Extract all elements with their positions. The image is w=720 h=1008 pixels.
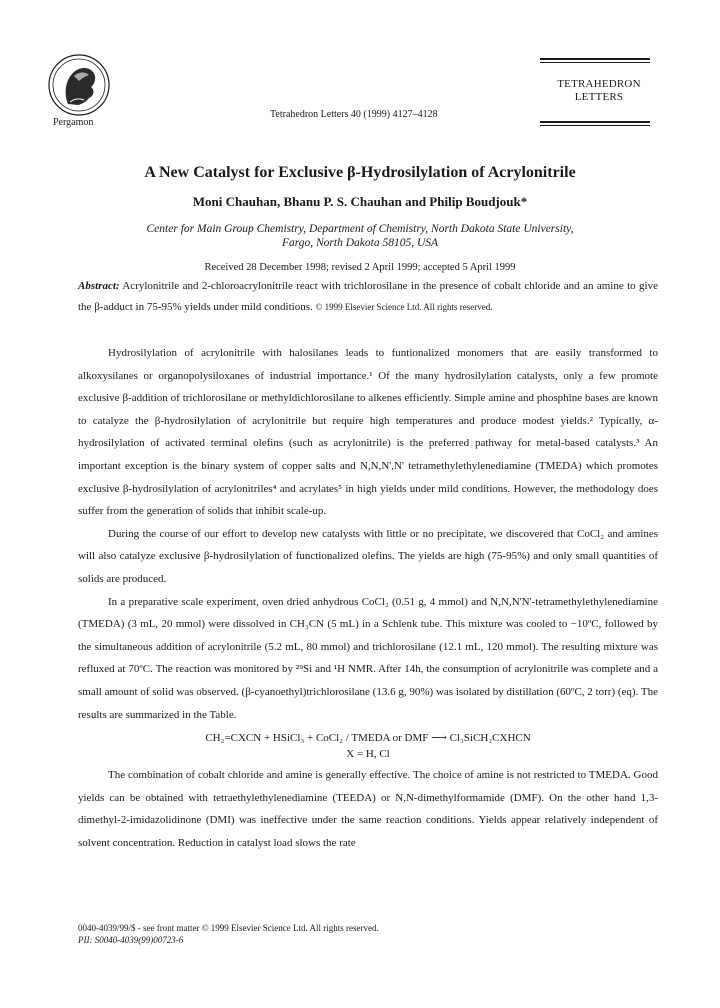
body-paragraph-3: In a preparative scale experiment, oven dried anhydrous CoCl₂ (0.51 g, 4 mmol) and N,N,N'N'-tetramethylethylenediamine (TMEDA) (3 mL, 20 mmol) were dissolved in CH₃CN (5 mL) in a Schlenk tube. This mixture was cooled to −10ºC, followed by the simultaneous addition of acrylonitrile (5.2 mL, 80 mmol) and trichlorosilane (12.1 mL, 120 mmol). The resulting mixture was refluxed at 70ºC. The reaction was monitored by ²⁹Si and ¹H NMR. After 14h, the consumption of acrylonitrile was complete and a small amount of solid was observed. (β-cyanoethyl)trichlorosilane (13.6 g, 90%) was isolated by distillation (60ºC, 2 torr) (eq). The results are summarized in the Table. bbox=[78, 595, 658, 721]
masthead bbox=[0, 0, 720, 140]
affiliation-line1: Center for Main Group Chemistry, Department of Chemistry, North Dakota State University, bbox=[146, 223, 574, 235]
body-paragraph-2: During the course of our effort to develop new catalysts with little or no precipitate, we discovered that CoCl₂ and amines will also catalyze exclusive β-hydrosilylation of functionalized olefins. The yields are high (75-95%) and only small quantities of solids are produced. bbox=[78, 527, 658, 585]
body-paragraph-4: The combination of cobalt chloride and amine is generally effective. The choice of amine is not restricted to TMEDA. Good yields can be obtained with tetraethylethylenediamine (TEEDA) or N,N-dimethylformamide (DMF). On the other hand 1,3-dimethyl-2-imidazolidinone (DMI) was ineffective under the same reaction conditions. Yields appear relatively independent of solvent concentration. Reduction in catalyst load slows the rate bbox=[78, 769, 658, 849]
footer-copyright: 0040-4039/99/$ - see front matter © 1999 Elsevier Science Ltd. All rights reserved. bbox=[78, 923, 379, 933]
journal-name-line1: TETRAHEDRON bbox=[557, 78, 641, 90]
body-paragraph-1: Hydrosilylation of acrylonitrile with halosilanes leads to funtionalized monomers that are easily transformed to alkoxysilanes or organopolysiloxanes of industrial importance.¹ Of the many hydrosilylation catalysts, only a few promote exclusive β-addition of trichlorosilane or methyldichlorosilane to alkenes efficiently. Simple amine and phosphine bases are known to catalyze the β-hydrosilylation of acrylonitrile but require high temperatures and produce modest yields.² Typically, α-hydrosilylation of activated terminal olefins (such as acrylonitrile) is the preferred pathway for metal-based catalysts.³ An important exception is the binary system of copper salts and N,N,N',N' tetramethylethylenediamine (TMEDA) which promotes exclusive β-hydrosilylation of acrylonitriles⁴ and acrylates⁵ in high yields under mild conditions. However, the methodology does suffer from the generation of solids that inhibit scale-up. bbox=[78, 347, 658, 518]
journal-name bbox=[544, 78, 654, 104]
abstract bbox=[78, 276, 658, 318]
abstract-text: Acrylonitrile and 2-chloroacrylonitrile react with trichlorosilane in the presence of cobalt chloride and an amine to give the β-adduct in 75-95% yields under mild conditions. bbox=[78, 280, 658, 313]
affiliation-line2: Fargo, North Dakota 58105, USA bbox=[281, 237, 439, 249]
article-body bbox=[78, 342, 658, 854]
header-rule-bottom bbox=[540, 121, 650, 123]
footer-pii: PII: S0040-4039(99)00723-6 bbox=[78, 935, 184, 945]
article-authors: Moni Chauhan, Bhanu P. S. Chauhan and Philip Boudjouk* bbox=[192, 194, 528, 209]
reaction-equation-substituent: X = H, Cl bbox=[346, 748, 390, 761]
header-rule-bottom-thin bbox=[540, 125, 650, 126]
header-rule-top bbox=[540, 58, 650, 60]
abstract-label: Abstract: bbox=[78, 280, 120, 292]
header-rule-top-thin bbox=[540, 62, 650, 63]
article-title: A New Catalyst for Exclusive β-Hydrosilylation of Acrylonitrile bbox=[144, 164, 576, 181]
abstract-copyright: © 1999 Elsevier Science Ltd. All rights reserved. bbox=[315, 302, 493, 312]
page-footer bbox=[78, 922, 379, 946]
reaction-equation: CH₂=CXCN + HSiCl₃ + CoCl₂ / TMEDA or DMF ⟶ Cl₃SiCH₂CXHCN bbox=[205, 732, 531, 745]
journal-citation: Tetrahedron Letters 40 (1999) 4127–4128 bbox=[270, 109, 438, 120]
author-affiliation bbox=[0, 222, 720, 250]
received-dates: Received 28 December 1998; revised 2 April 1999; accepted 5 April 1999 bbox=[204, 262, 516, 273]
pergamon-logo-icon bbox=[48, 54, 110, 116]
journal-name-line2: LETTERS bbox=[574, 91, 624, 103]
publisher-name: Pergamon bbox=[53, 117, 94, 128]
